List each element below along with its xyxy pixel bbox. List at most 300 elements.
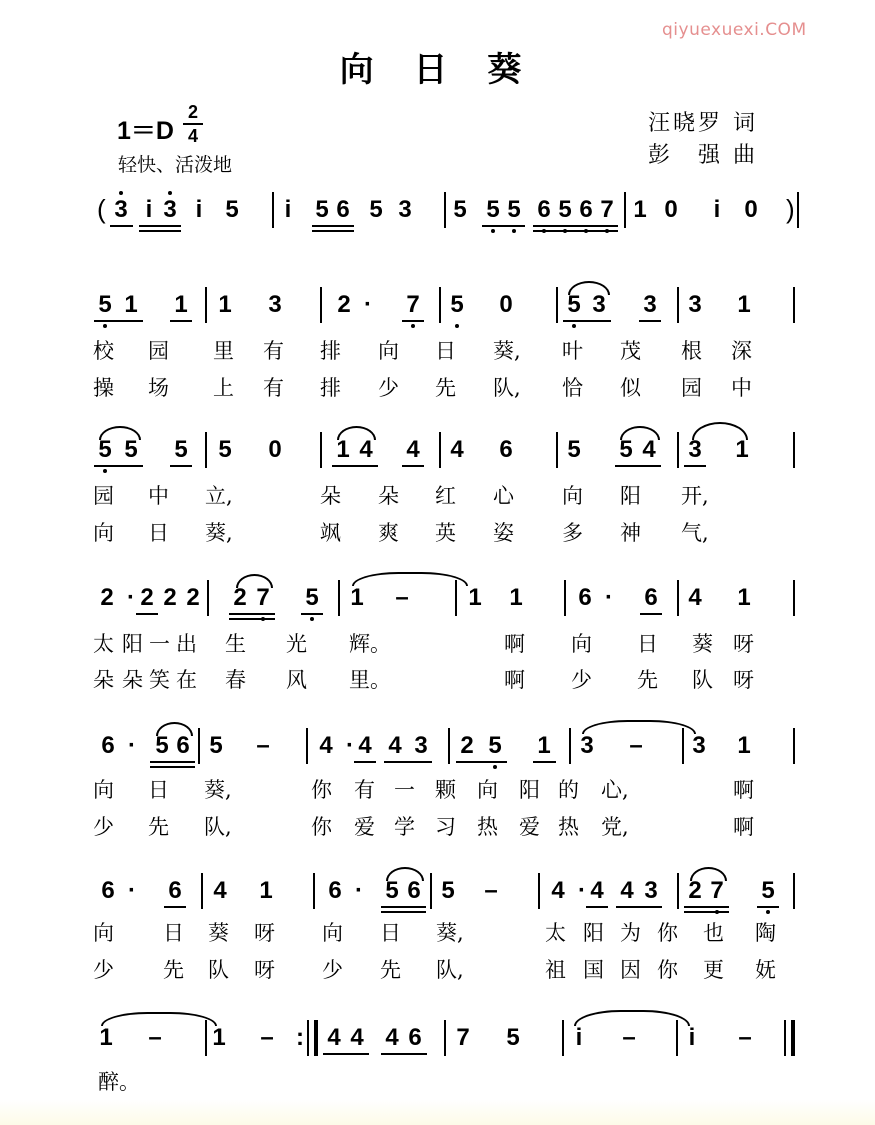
note: 4 [388,732,402,759]
lyric-syllable: 姿 [493,521,514,545]
underline-beam [384,761,432,763]
lyric-syllable: 向 [562,484,583,508]
note: 1 [259,877,273,904]
lyric-syllable: 你 [657,958,678,982]
lyric-syllable: 神 [620,521,641,545]
underline-beam [533,225,618,227]
barline [793,432,795,468]
dash: – [260,1024,274,1051]
lyric-syllable: 朵 [320,484,341,508]
octave-dot-above [168,191,172,195]
note: 5 [506,1024,520,1051]
lyric-syllable: 叶 [562,339,583,363]
note: 3 [688,291,702,318]
barline [439,287,441,323]
underline-beam [164,906,186,908]
lyric-syllable: 葵, [205,521,233,545]
lyric-syllable: 出 [176,632,197,656]
underline-beam [312,225,354,227]
octave-dot-above [119,191,123,195]
barline [793,580,795,616]
lyric-syllable: 呀 [254,921,275,945]
close-paren: ) [786,194,795,224]
note: 1 [737,584,751,611]
note: 6 [176,732,190,759]
note: 3 [692,732,706,759]
barline [793,287,795,323]
underline-beam [381,906,426,908]
underline-beam [381,1053,427,1055]
underline-beam [482,225,525,227]
underline-beam [533,761,556,763]
note: 1 [735,436,749,463]
dash: – [629,732,643,759]
underline-beam [301,613,323,615]
note: 4 [450,436,464,463]
note: 0 [744,196,758,223]
lyric-syllable: 葵, [436,921,464,945]
lyric-syllable: 向 [322,921,343,945]
tempo-marking: 轻快、活泼地 [118,154,233,176]
lyric-syllable: 呀 [733,632,754,656]
lyric-syllable: 队, [436,958,464,982]
note: 1 [212,1024,226,1051]
lyric-syllable: 你 [311,778,332,802]
lyric-syllable: 日 [148,778,169,802]
lyric-syllable: 日 [380,921,401,945]
note: 1 [99,1024,113,1051]
lyric-syllable: 操 [93,376,114,400]
barline [207,580,209,616]
lyric-syllable: 习 [435,815,456,839]
note: 7 [406,291,420,318]
note: 0 [499,291,513,318]
lyric-syllable: 葵 [208,921,229,945]
underline-beam [402,320,424,322]
lyric-syllable: 热 [558,815,579,839]
note: 4 [551,877,565,904]
lyric-syllable: 党, [601,815,629,839]
dash: – [148,1024,162,1051]
note: 1 [124,291,138,318]
lyric-syllable: 似 [620,376,641,400]
composer-credit: 彭 强 曲 [648,143,758,168]
lyric-syllable: 醉。 [98,1070,140,1094]
note: 3 [592,291,606,318]
barline [448,728,450,764]
underline-beam [757,906,779,908]
lyric-syllable: 队 [692,668,713,692]
lyric-syllable: 里。 [349,668,391,692]
barline [338,580,340,616]
note: 3 [643,291,657,318]
note: 5 [155,732,169,759]
lyric-syllable: 根 [681,339,702,363]
lyric-syllable: 朵 [378,484,399,508]
lyric-syllable: 队, [493,376,521,400]
barline [320,432,322,468]
underline-beam [150,761,195,763]
note: 4 [406,436,420,463]
note: 4 [319,732,333,759]
meter-top: 2 [187,102,198,122]
barline [793,728,795,764]
dash: – [738,1024,752,1051]
lyric-syllable: 多 [562,521,583,545]
note: i [688,1024,696,1051]
underline-beam [170,320,192,322]
underline-beam [684,906,729,908]
note: 1 [174,291,188,318]
note: 6 [168,877,182,904]
tie-arc [352,572,468,586]
barline [677,432,679,468]
lyric-syllable: 向 [378,339,399,363]
lyric-syllable: 上 [213,376,234,400]
barline [793,873,795,909]
lyric-syllable: 有 [263,376,284,400]
lyric-syllable: 在 [176,668,197,692]
lyric-syllable: 队 [208,958,229,982]
lyric-syllable: 立, [205,484,233,508]
lyric-syllable: 啊 [504,668,525,692]
lyric-syllable: 心 [493,484,514,508]
lyric-syllable: 中 [148,484,169,508]
underline-beam [332,465,378,467]
note: 1 [737,291,751,318]
note: 5 [567,291,581,318]
barline [444,1020,446,1056]
octave-dot-below [411,324,415,328]
lyric-syllable: 阳 [519,778,540,802]
lyric-syllable: 为 [620,921,641,945]
lyric-syllable: 先 [148,815,169,839]
underline-beam [456,761,507,763]
lyric-syllable: 先 [637,668,658,692]
note: 4 [213,877,227,904]
key-signature: 1＝D [117,117,174,145]
lyric-syllable: 朵 [122,668,143,692]
lyric-syllable: 飒 [320,521,341,545]
tie-arc [574,1010,690,1026]
meter-bottom: 4 [187,126,198,146]
underline-beam [640,613,662,615]
note: 5 [488,732,502,759]
barline [444,192,446,228]
note: 7 [456,1024,470,1051]
lyric-syllable: 春 [225,668,246,692]
lyric-syllable: 爱 [519,815,540,839]
lyric-syllable: 颗 [435,778,456,802]
lyric-syllable: 光 [286,632,307,656]
note: 5 [385,877,399,904]
lyric-syllable: 向 [571,632,592,656]
note: 6 [644,584,658,611]
note: 6 [407,877,421,904]
note: 4 [642,436,656,463]
note: 7 [256,584,270,611]
note: 6 [408,1024,422,1051]
lyric-syllable: 你 [657,921,678,945]
lyric-syllable: 因 [620,958,641,982]
octave-dot-below [310,617,314,621]
barline [306,728,308,764]
note: 5 [369,196,383,223]
lyric-syllable: 先 [163,958,184,982]
underline-beam [229,618,275,620]
note: 6 [579,196,593,223]
note: 5 [174,436,188,463]
underline-beam [563,320,611,322]
note: 1 [509,584,523,611]
lyric-syllable: 先 [435,376,456,400]
note: 3 [414,732,428,759]
note: 0 [664,196,678,223]
octave-dot-below [103,469,107,473]
note: 2 [163,584,177,611]
note: 5 [558,196,572,223]
note: 6 [537,196,551,223]
note: 1 [537,732,551,759]
note: 6 [101,877,115,904]
barline [320,287,322,323]
barline [198,728,200,764]
lyric-syllable: 里 [213,339,234,363]
barline [205,287,207,323]
barline [313,873,315,909]
note: 4 [620,877,634,904]
note: 1 [350,584,364,611]
lyric-syllable: 队, [204,815,232,839]
note: 2 [233,584,247,611]
underline-beam [616,906,662,908]
lyric-syllable: 少 [93,958,114,982]
lyric-syllable: 葵 [692,632,713,656]
note: 3 [163,196,177,223]
note: 3 [644,877,658,904]
lyric-syllable: 啊 [733,815,754,839]
underline-beam [136,613,158,615]
barline [205,432,207,468]
note: i [195,196,203,223]
underline-beam [139,225,181,227]
note: 6 [328,877,342,904]
note: 5 [98,291,112,318]
lyric-syllable: 英 [435,521,456,545]
dash: – [256,732,270,759]
barline [556,432,558,468]
note: 4 [350,1024,364,1051]
barline [201,873,203,909]
note: 1 [633,196,647,223]
barline [439,432,441,468]
lyric-syllable: 有 [263,339,284,363]
note: 2 [100,584,114,611]
note: 5 [450,291,464,318]
note: 6 [578,584,592,611]
note: 2 [688,877,702,904]
lyric-syllable: 太 [93,632,114,656]
note: 2 [186,584,200,611]
underline-beam [323,1053,369,1055]
note: 3 [268,291,282,318]
tie-arc [337,426,376,440]
lyric-syllable: 也 [703,921,724,945]
duration-dot: · [128,732,136,759]
note: 5 [441,877,455,904]
lyric-syllable: 阳 [122,632,143,656]
barline [677,580,679,616]
lyric-syllable: 有 [354,778,375,802]
duration-dot: · [605,584,613,611]
note: i [575,1024,583,1051]
dash: – [484,877,498,904]
note: 4 [590,877,604,904]
lyric-syllable: 朵 [93,668,114,692]
note: 4 [327,1024,341,1051]
tie-arc [568,281,610,295]
barline [624,192,626,228]
dash: – [395,584,409,611]
lyric-syllable: 校 [93,339,114,363]
note: 2 [140,584,154,611]
underline-beam [533,230,618,232]
lyric-syllable: 日 [637,632,658,656]
note: 4 [358,732,372,759]
lyric-syllable: 深 [731,339,752,363]
note: 5 [761,877,775,904]
time-signature [183,102,203,146]
lyric-syllable: 祖 [545,958,566,982]
note: 3 [688,436,702,463]
lyric-syllable: 园 [148,339,169,363]
lyric-syllable: 热 [477,815,498,839]
bottom-strip [0,1100,875,1125]
barline [564,580,566,616]
note: 3 [398,196,412,223]
note: 7 [600,196,614,223]
lyric-syllable: 少 [93,815,114,839]
note: 3 [580,732,594,759]
tie-arc [690,867,727,881]
lyric-syllable: 呀 [733,668,754,692]
lyric-syllable: 向 [93,921,114,945]
note: 4 [688,584,702,611]
underline-beam [684,465,706,467]
octave-dot-below [766,910,770,914]
open-paren: ( [97,194,106,224]
lyric-syllable: 阳 [583,921,604,945]
duration-dot: · [364,291,372,318]
lyric-syllable: 中 [731,376,752,400]
lyric-syllable: 少 [378,376,399,400]
lyric-syllable: 啊 [733,778,754,802]
note: i [145,196,153,223]
lyric-syllable: 少 [322,958,343,982]
note: i [713,196,721,223]
lyric-syllable: 阳 [620,484,641,508]
tie-arc [386,867,424,881]
barline [430,873,432,909]
lyric-syllable: 日 [163,921,184,945]
duration-dot: · [346,732,354,759]
repeat-barline [307,1020,318,1056]
lyric-syllable: 陶 [755,921,776,945]
note: 7 [710,877,724,904]
note: i [284,196,292,223]
note: 5 [305,584,319,611]
barline [797,192,799,228]
barline [677,287,679,323]
barline [569,728,571,764]
note: 0 [268,436,282,463]
lyric-syllable: 笑 [149,668,170,692]
duration-dot: · [578,877,586,904]
lyric-syllable: 爱 [354,815,375,839]
underline-beam [402,465,424,467]
barline [556,287,558,323]
octave-dot-below [455,324,459,328]
lyric-syllable: 你 [311,815,332,839]
duration-dot: · [128,877,136,904]
barline [562,1020,564,1056]
lyric-syllable: 向 [477,778,498,802]
lyric-syllable: 排 [320,339,341,363]
underline-beam [312,230,354,232]
underline-beam [615,465,661,467]
lyric-syllable: 向 [93,778,114,802]
lyric-syllable: 学 [394,815,415,839]
underline-beam [639,320,661,322]
note: 5 [453,196,467,223]
duration-dot: · [355,877,363,904]
barline [538,873,540,909]
octave-dot-below [491,229,495,233]
lyric-syllable: 日 [148,521,169,545]
note: 5 [225,196,239,223]
note: 5 [486,196,500,223]
note: 5 [209,732,223,759]
lyric-syllable: 葵, [493,339,521,363]
song-title: 向 日 葵 [339,50,536,90]
lyric-syllable: 日 [435,339,456,363]
lyric-syllable: 开, [681,484,709,508]
underline-beam [354,761,376,763]
octave-dot-below [103,324,107,328]
lyric-syllable: 葵, [204,778,232,802]
underline-beam [381,911,426,913]
lyric-syllable: 妩 [755,958,776,982]
underline-beam [170,465,192,467]
repeat-colon: : [296,1024,304,1051]
lyric-syllable: 场 [148,376,169,400]
tie-arc [236,574,273,588]
lyric-syllable: 啊 [504,632,525,656]
note: 3 [114,196,128,223]
lyric-syllable: 呀 [254,958,275,982]
tie-arc [582,720,696,734]
lyric-syllable: 爽 [378,521,399,545]
tie-arc [156,722,193,736]
note: 5 [619,436,633,463]
tie-arc [101,1012,217,1026]
lyric-syllable: 风 [286,668,307,692]
dash: – [622,1024,636,1051]
lyric-syllable: 更 [703,958,724,982]
note: 5 [124,436,138,463]
watermark: qiyuexuexi.COM [662,20,807,40]
underline-beam [110,225,133,227]
